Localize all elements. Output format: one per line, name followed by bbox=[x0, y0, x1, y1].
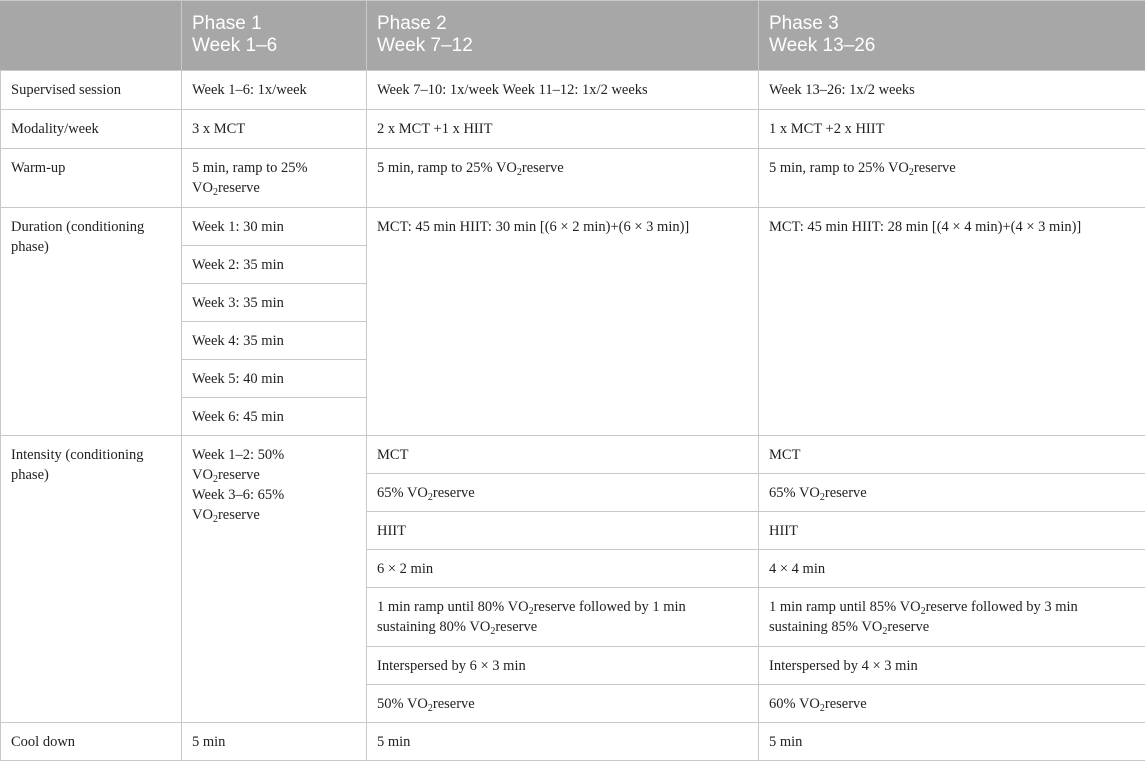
cell-duration-week-5: Week 5: 40 min bbox=[182, 360, 367, 398]
intensity-week-3-6: Week 3–6: 65% bbox=[192, 487, 285, 503]
cell-duration-week-6: Week 6: 45 min bbox=[182, 398, 367, 436]
cell-intensity-phase-1 bbox=[182, 436, 367, 723]
cell-modality-phase-2: 2 x MCT +1 x HIIT bbox=[367, 110, 759, 149]
cell-intensity-p3-mct-value bbox=[759, 474, 1145, 512]
cell-duration-week-3: Week 3: 35 min bbox=[182, 284, 367, 322]
header-row bbox=[1, 1, 1145, 71]
header-phase-3-title: Phase 3 bbox=[769, 13, 839, 34]
reserve-text: reserve bbox=[887, 619, 930, 635]
value-text: 60% VO bbox=[769, 696, 820, 712]
reserve-text: reserve bbox=[217, 467, 260, 483]
cell-duration-week-4: Week 4: 35 min bbox=[182, 322, 367, 360]
subscript-2: 2 bbox=[882, 626, 888, 637]
row-label-cool-down: Cool down bbox=[1, 723, 182, 761]
cell-supervised-phase-2: Week 7–10: 1x/week Week 11–12: 1x/2 weeks bbox=[367, 71, 759, 110]
subscript-2: 2 bbox=[427, 703, 433, 714]
ramp-mid-text: reserve followed by 1 min sustaining 80% VO bbox=[377, 599, 686, 635]
cell-intensity-p2-mct: MCT bbox=[367, 436, 759, 474]
subscript-2: 2 bbox=[819, 703, 825, 714]
ramp-text: 1 min ramp until 80% VO bbox=[377, 599, 529, 615]
value-text: 65% VO bbox=[769, 485, 820, 501]
subscript-2: 2 bbox=[212, 474, 218, 485]
intensity-week-3-6-unit bbox=[192, 505, 356, 525]
cell-warmup-phase-2 bbox=[367, 149, 759, 208]
table-row bbox=[1, 110, 1145, 149]
warmup-text: 5 min, ramp to 25% VO bbox=[377, 160, 517, 176]
table-row bbox=[1, 149, 1145, 208]
ramp-mid-text: reserve followed by 3 min sustaining 85% VO bbox=[769, 599, 1078, 635]
intensity-week-1-2-unit bbox=[192, 465, 356, 485]
reserve-text: reserve bbox=[432, 485, 475, 501]
subscript-2: 2 bbox=[920, 606, 926, 617]
warmup-text: 5 min, ramp to 25% VO bbox=[192, 160, 308, 196]
reserve-text: reserve bbox=[432, 696, 475, 712]
subscript-2: 2 bbox=[819, 492, 825, 503]
subscript-2: 2 bbox=[908, 167, 914, 178]
warmup-suffix: reserve bbox=[521, 160, 564, 176]
cell-supervised-phase-3: Week 13–26: 1x/2 weeks bbox=[759, 71, 1145, 110]
header-phase-2-title: Phase 2 bbox=[377, 13, 447, 34]
cell-intensity-p2-recovery bbox=[367, 685, 759, 723]
vo-text: VO bbox=[192, 507, 213, 523]
cell-modality-phase-3: 1 x MCT +2 x HIIT bbox=[759, 110, 1145, 149]
cell-intensity-p3-mct: MCT bbox=[759, 436, 1145, 474]
cell-duration-phase-2: MCT: 45 min HIIT: 30 min [(6 × 2 min)+(6 × 3 min)] bbox=[367, 208, 759, 436]
cell-intensity-p3-recovery bbox=[759, 685, 1145, 723]
warmup-suffix: reserve bbox=[913, 160, 956, 176]
cell-intensity-p3-ramp bbox=[759, 588, 1145, 647]
table-row bbox=[1, 723, 1145, 761]
row-label-duration: Duration (conditioning phase) bbox=[1, 208, 182, 436]
header-phase-1-title: Phase 1 bbox=[192, 13, 262, 34]
cell-intensity-p3-hiit: HIIT bbox=[759, 512, 1145, 550]
cell-intensity-p2-hiit: HIIT bbox=[367, 512, 759, 550]
cell-duration-week-2: Week 2: 35 min bbox=[182, 246, 367, 284]
cell-cooldown-phase-3: 5 min bbox=[759, 723, 1145, 761]
subscript-2: 2 bbox=[516, 167, 522, 178]
header-phase-2-weeks: Week 7–12 bbox=[377, 35, 473, 56]
warmup-text: 5 min, ramp to 25% VO bbox=[769, 160, 909, 176]
vo-text: VO bbox=[192, 467, 213, 483]
ramp-text: 1 min ramp until 85% VO bbox=[769, 599, 921, 615]
header-phase-1 bbox=[182, 1, 367, 71]
cell-modality-phase-1: 3 x MCT bbox=[182, 110, 367, 149]
table-row bbox=[1, 436, 1145, 474]
header-phase-2 bbox=[367, 1, 759, 71]
cell-warmup-phase-3 bbox=[759, 149, 1145, 208]
cell-duration-week-1: Week 1: 30 min bbox=[182, 208, 367, 246]
subscript-2: 2 bbox=[212, 187, 218, 198]
intensity-week-1-2: Week 1–2: 50% bbox=[192, 447, 285, 463]
subscript-2: 2 bbox=[528, 606, 534, 617]
cell-intensity-p3-interspersed: Interspersed by 4 × 3 min bbox=[759, 647, 1145, 685]
reserve-text: reserve bbox=[217, 507, 260, 523]
row-label-supervised-session: Supervised session bbox=[1, 71, 182, 110]
cell-intensity-p2-hiit-reps: 6 × 2 min bbox=[367, 550, 759, 588]
subscript-2: 2 bbox=[212, 514, 218, 525]
cell-intensity-p2-mct-value bbox=[367, 474, 759, 512]
row-label-warm-up: Warm-up bbox=[1, 149, 182, 208]
cell-supervised-phase-1: Week 1–6: 1x/week bbox=[182, 71, 367, 110]
header-phase-3 bbox=[759, 1, 1145, 71]
table-row bbox=[1, 71, 1145, 110]
reserve-text: reserve bbox=[824, 696, 867, 712]
cell-intensity-p3-hiit-reps: 4 × 4 min bbox=[759, 550, 1145, 588]
header-phase-3-weeks: Week 13–26 bbox=[769, 35, 876, 56]
header-phase-1-weeks: Week 1–6 bbox=[192, 35, 278, 56]
row-label-modality: Modality/week bbox=[1, 110, 182, 149]
header-empty-cell bbox=[1, 1, 182, 71]
cell-warmup-phase-1 bbox=[182, 149, 367, 208]
subscript-2: 2 bbox=[427, 492, 433, 503]
table-row bbox=[1, 208, 1145, 246]
reserve-text: reserve bbox=[824, 485, 867, 501]
reserve-text: reserve bbox=[495, 619, 538, 635]
value-text: 50% VO bbox=[377, 696, 428, 712]
warmup-suffix: reserve bbox=[217, 180, 260, 196]
row-label-intensity: Intensity (conditioning phase) bbox=[1, 436, 182, 723]
value-text: 65% VO bbox=[377, 485, 428, 501]
cell-cooldown-phase-2: 5 min bbox=[367, 723, 759, 761]
subscript-2: 2 bbox=[490, 626, 496, 637]
cell-duration-phase-3: MCT: 45 min HIIT: 28 min [(4 × 4 min)+(4 × 3 min)] bbox=[759, 208, 1145, 436]
cell-intensity-p2-ramp bbox=[367, 588, 759, 647]
cell-intensity-p2-interspersed: Interspersed by 6 × 3 min bbox=[367, 647, 759, 685]
cell-cooldown-phase-1: 5 min bbox=[182, 723, 367, 761]
